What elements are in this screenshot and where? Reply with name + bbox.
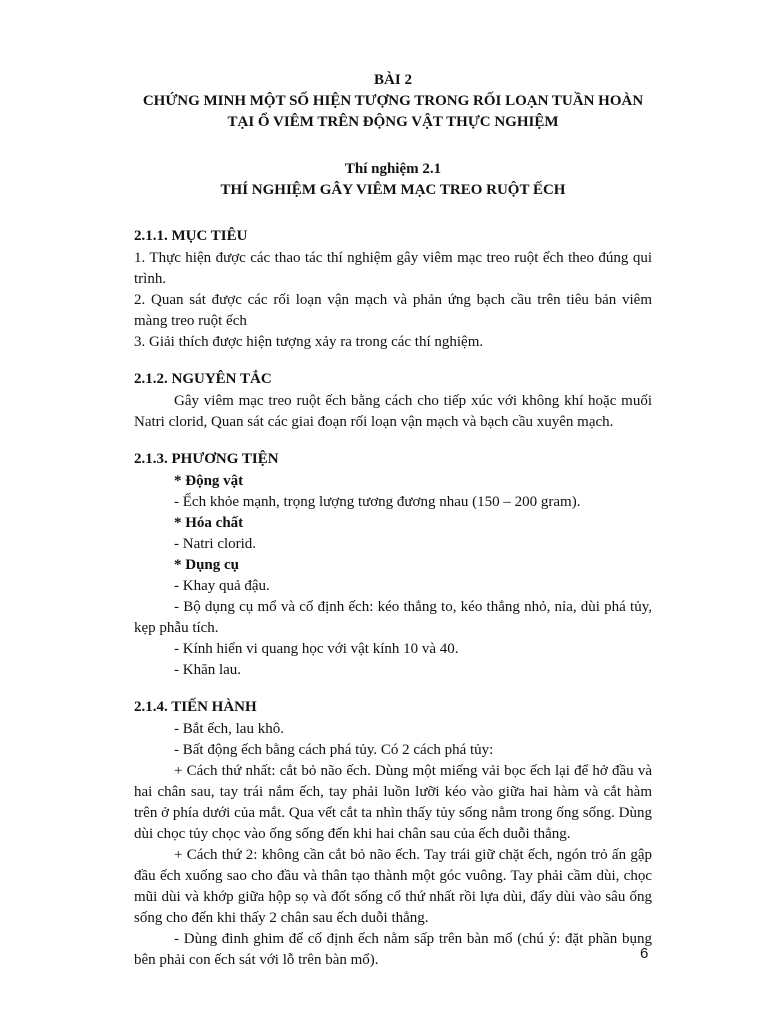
subheading-tools: * Dụng cụ <box>174 557 240 573</box>
subheading-chemicals: * Hóa chất <box>174 515 244 531</box>
objective-item: 3. Giải thích được hiện tượng xảy ra trong các thí nghiệm. <box>134 334 484 350</box>
procedure-item: + Cách thứ nhất: cắt bỏ não ếch. Dùng một miếng vải bọc ếch lại để hở đầu và hai chân sau, tay trái nắm ếch, tay phải luồn lưỡi kéo vào giữa hai hàm và cắt hàm trên ở phía dưới của mắt. Qua vết cắt ta nhìn thấy tủy sống nằm trong ống sống. Dùng dùi chọc tủy chọc vào ống sống đến khi hai chân sau của ếch duỗi thẳng. <box>134 763 652 842</box>
procedure-item: - Dùng đinh ghim để cố định ếch nằm sấp trên bàn mổ (chú ý: đặt phần bụng bên phải con ếch sát với lỗ trên bàn mổ). <box>134 931 652 968</box>
materials-item: - Khay quả đậu. <box>174 578 270 594</box>
page-number: 6 <box>640 945 649 962</box>
materials-item: - Khăn lau. <box>174 662 242 678</box>
procedure-item: - Bắt ếch, lau khô. <box>174 721 284 737</box>
section-heading-procedure: 2.1.4. TIẾN HÀNH <box>134 699 257 715</box>
procedure-item: + Cách thứ 2: không cần cắt bỏ não ếch. Tay trái giữ chặt ếch, ngón trỏ ấn gập đầu ếch xuống sao cho đầu và thân tạo thành một góc vuông. Tay phải cầm dùi, chọc mũi dùi và khớp giữa hộp sọ và đốt sống cổ thứ nhất rồi lựa dùi, đẩy dùi vào sâu ống sống cho đến khi thấy 2 chân sau ếch duỗi thẳng. <box>134 847 652 926</box>
lesson-title-line1: CHỨNG MINH MỘT SỐ HIỆN TƯỢNG TRONG RỐI LOẠN TUẦN HOÀN <box>142 93 644 109</box>
experiment-title: THÍ NGHIỆM GÂY VIÊM MẠC TREO RUỘT ẾCH <box>220 182 566 198</box>
materials-item: - Bộ dụng cụ mổ và cố định ếch: kéo thẳng to, kéo thẳng nhỏ, nỉa, dùi phá tủy, kẹp phẫu tích. <box>134 599 652 636</box>
section-heading-materials: 2.1.3. PHƯƠNG TIỆN <box>134 451 279 467</box>
procedure-item: - Bất động ếch bằng cách phá tủy. Có 2 cách phá tủy: <box>174 742 494 758</box>
experiment-number: Thí nghiệm 2.1 <box>344 161 442 177</box>
section-heading-principle: 2.1.2. NGUYÊN TẮC <box>134 371 272 387</box>
lesson-number: BÀI 2 <box>374 72 412 88</box>
section-heading-objectives: 2.1.1. MỤC TIÊU <box>134 228 248 244</box>
document-page <box>134 70 652 971</box>
lesson-title-line2: TẠI Ổ VIÊM TRÊN ĐỘNG VẬT THỰC NGHIỆM <box>227 114 559 130</box>
objective-item: 1. Thực hiện được các thao tác thí nghiệm gây viêm mạc treo ruột ếch theo đúng qui trình. <box>134 250 652 287</box>
principle-text: Gây viêm mạc treo ruột ếch bằng cách cho tiếp xúc với không khí hoặc muối Natri clorid, Quan sát các giai đoạn rối loạn vận mạch và bạch cầu xuyên mạch. <box>134 393 652 430</box>
materials-item: - Ếch khỏe mạnh, trọng lượng tương đương nhau (150 – 200 gram). <box>174 494 581 510</box>
materials-item: - Natri clorid. <box>174 536 257 552</box>
materials-item: - Kính hiển vi quang học với vật kính 10 và 40. <box>174 641 459 657</box>
subheading-animals: * Động vật <box>174 473 244 489</box>
objective-item: 2. Quan sát được các rối loạn vận mạch và phản ứng bạch cầu trên tiêu bản viêm màng treo ruột ếch <box>134 292 652 329</box>
